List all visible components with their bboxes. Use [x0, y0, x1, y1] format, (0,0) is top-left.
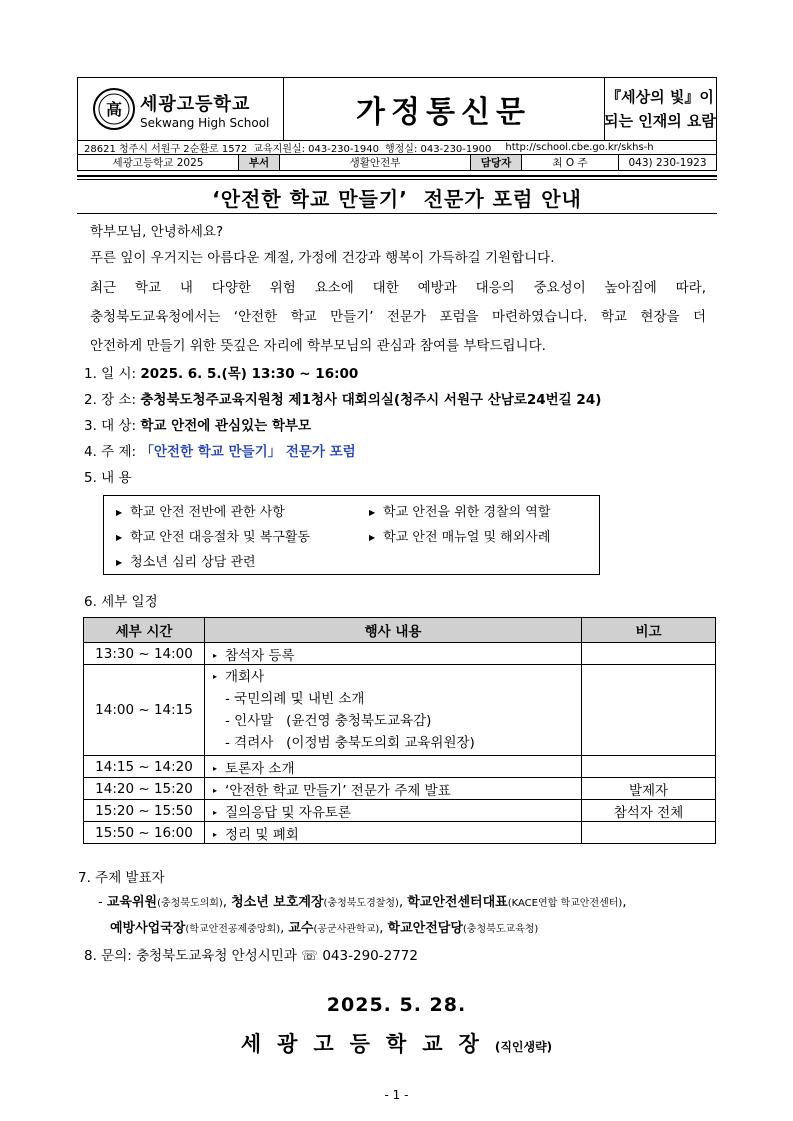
sub-item: - 국민의례 및 내빈 소개 — [225, 691, 365, 707]
document-meta-row — [77, 155, 717, 171]
newsletter-title: 가정통신문 — [356, 95, 531, 130]
time-cell: 15:20 ~ 15:50 — [84, 800, 205, 822]
page-number: - 1 - — [384, 1088, 409, 1102]
time-cell: 14:15 ~ 14:20 — [84, 756, 205, 778]
time-cell: 13:30 ~ 14:00 — [84, 643, 205, 665]
note-cell — [582, 822, 716, 844]
item-datetime: 1. 일 시: 2025. 6. 5.(목) 13:30 ~ 16:00 — [84, 366, 359, 382]
event-cell: ▸ 개회사 - 국민의례 및 내빈 소개 - 인사말 (윤건영 충청북도교육감) - 격려사 (이정범 충북도의회 교육위원장) — [205, 665, 582, 756]
contact-info: 8. 문의: 충청북도교육청 안성시민과 ☏ 043-290-2772 — [84, 948, 418, 964]
table-row — [84, 778, 716, 800]
presenters-line: - 교육위원(충청북도의회), 청소년 보호계장(충청북도경찰청), 학교안전센터대표(KACE연합 학교안전센터), — [98, 895, 627, 910]
sub-item: - 격려사 (이정범 충북도의회 교육위원장) — [225, 735, 475, 751]
seal-note: (직인생략) — [494, 1040, 553, 1054]
sub-item: - 인사말 (윤건영 충청북도교육감) — [225, 713, 432, 729]
presenters-heading: 7. 주제 발표자 — [78, 870, 165, 886]
dept-label: 부서 — [239, 155, 280, 170]
item-topic: 4. 주 제: 「안전한 학교 만들기」 전문가 포럼 — [84, 444, 356, 460]
schedule-heading: 6. 세부 일정 — [84, 594, 158, 610]
school-brand — [78, 78, 284, 140]
note-cell — [582, 643, 716, 665]
item-audience: 3. 대 상: 학교 안전에 관심있는 학부모 — [84, 418, 311, 434]
table-row — [84, 756, 716, 778]
schedule-table — [83, 617, 716, 844]
newsletter-title-cell — [283, 78, 605, 140]
time-cell: 15:50 ~ 16:00 — [84, 822, 205, 844]
time-cell: 14:00 ~ 14:15 — [84, 665, 205, 756]
manager-phone: 043) 230-1923 — [628, 156, 707, 169]
table-row — [84, 643, 716, 665]
column-header: 세부 시간 — [84, 618, 205, 643]
body-paragraph-line: 충청북도교육청에서는 ‘안전한 학교 만들기’ 전문가 포럼을 마련하였습니다. 학교 현장을 더 — [90, 309, 706, 325]
event-cell: ▸ 질의응답 및 자유토론 — [205, 800, 582, 822]
note-cell — [582, 665, 716, 756]
table-row — [84, 822, 716, 844]
item-contents: 5. 내 용 — [84, 470, 132, 486]
admin-office-phone: 행정실: 043-230-1900 — [384, 144, 492, 155]
note-cell: 발제자 — [582, 778, 716, 800]
school-emblem-icon — [92, 85, 136, 133]
doc-id: 세광고등학교 2025 — [78, 155, 239, 170]
dept-value: 생활안전부 — [280, 155, 471, 170]
list-item: ▶ 학교 안전 매뉴얼 및 해외사례 — [369, 530, 551, 545]
greeting: 학부모님, 안녕하세요? — [90, 224, 224, 240]
newsletter-header — [77, 77, 717, 141]
school-name-english: Sekwang High School — [140, 116, 270, 130]
table-header-row — [84, 618, 716, 643]
divider — [77, 175, 717, 177]
list-item: ▶ 학교 안전 전반에 관한 사항 — [116, 505, 285, 520]
contents-box — [103, 495, 600, 575]
note-cell: 참석자 전체 — [582, 800, 716, 822]
principal-title: 세광고등학교장 — [240, 1032, 495, 1056]
motto-line-2: 되는 인재의 요람 — [604, 112, 716, 130]
body-paragraph-line: 최근 학교 내 다양한 위험 요소에 대한 예방과 대응의 중요성이 높아짐에 따라, — [90, 280, 706, 296]
school-address: 28621 청주시 서원구 2순환로 1572 — [84, 144, 248, 155]
table-row — [84, 800, 716, 822]
table-row — [84, 665, 716, 756]
school-name-korean: 세광고등학교 — [140, 94, 251, 115]
intro-paragraph: 푸른 잎이 우거지는 아름다운 계절, 가정에 건강과 행복이 가득하길 기원합니다. — [90, 250, 555, 266]
edu-office-phone: 교육지원실: 043-230-1940 — [253, 144, 379, 155]
list-item: ▶ 학교 안전을 위한 경찰의 역할 — [369, 505, 551, 520]
school-contact-row — [77, 141, 717, 155]
event-cell: ▸ 토론자 소개 — [205, 756, 582, 778]
column-header: 비고 — [582, 618, 716, 643]
principal-signature — [0, 1028, 793, 1058]
school-motto — [604, 78, 716, 140]
manager-label: 담당자 — [471, 155, 522, 170]
manager-value: 최 O 주 — [522, 155, 619, 170]
item-venue: 2. 장 소: 충청북도청주교육지원청 제1청사 대회의실(청주시 서원구 산남로24번길 24) — [84, 392, 602, 408]
divider — [77, 179, 717, 180]
list-item: ▶ 청소년 심리 상담 관련 — [116, 555, 256, 570]
body-paragraph-line: 안전하게 만들기 위한 뜻깊은 자리에 학부모님의 관심과 참여를 부탁드립니다. — [90, 338, 546, 354]
column-header: 행사 내용 — [205, 618, 582, 643]
presenters-line: 예방사업국장(학교안전공제중앙회), 교수(공군사관학교), 학교안전담당(충청북도교육청) — [110, 921, 539, 936]
event-cell: ▸ ‘안전한 학교 만들기’ 전문가 주제 발표 — [205, 778, 582, 800]
note-cell — [582, 756, 716, 778]
document-title: ‘안전한 학교 만들기’ 전문가 포럼 안내 — [212, 187, 582, 211]
list-item: ▶ 학교 안전 대응절차 및 복구활동 — [116, 530, 310, 545]
event-cell: ▸ 정리 및 폐회 — [205, 822, 582, 844]
event-cell: ▸ 참석자 등록 — [205, 643, 582, 665]
motto-line-1: 『세상의 빛』이 — [606, 88, 714, 106]
svg-text:高: 高 — [105, 100, 123, 119]
school-url: http://school.cbe.go.kr/skhs-h — [505, 142, 654, 153]
time-cell: 14:20 ~ 15:20 — [84, 778, 205, 800]
issue-date: 2025. 5. 28. — [326, 994, 467, 1016]
divider — [77, 213, 717, 214]
